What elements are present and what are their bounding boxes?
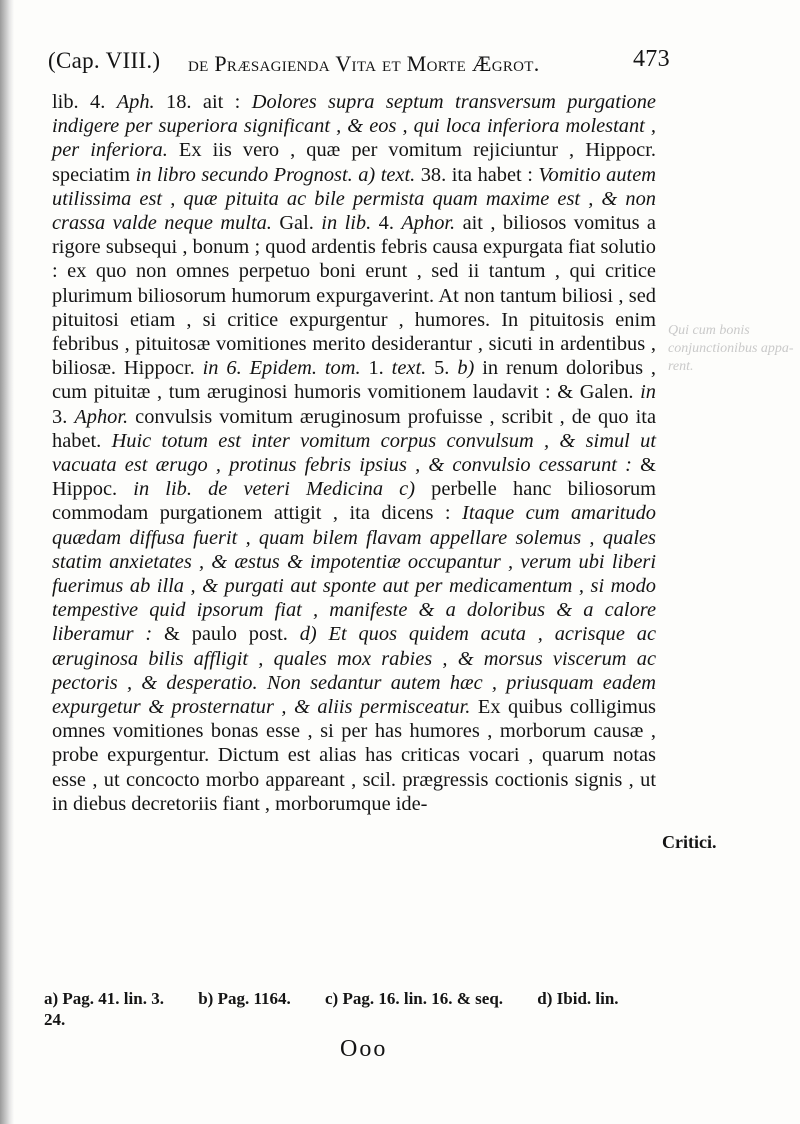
- running-header: [48, 48, 678, 88]
- chapter-reference: (Cap. VIII.): [48, 48, 161, 73]
- footnotes: [44, 988, 664, 1030]
- footnote-c: c) Pag. 16. lin. 16. & seq.: [325, 989, 504, 1008]
- footnote-b: b) Pag. 1164.: [198, 989, 291, 1008]
- footnote-d: d) Ibid. lin. 24.: [44, 989, 619, 1029]
- main-text-block: [52, 90, 656, 816]
- body-paragraph: lib. 4. Aph. 18. ait : Dolores supra septum transversum purgatione indigere per superiora significant , & eos , qui loca inferiora molestant , per inferiora. Ex iis vero , quæ per vomitum rejiciuntur , Hippocr. speciatim in libro secundo Prognost. a) text. 38. ita habet : Vomitio autem utilissima est , quæ pituita ac bile permista quam maxime est , & non crassa valde neque multa. Gal. in lib. 4. Aphor. ait , biliosos vomitus a rigore subsequi , bonum ; quod ardentis febris causa expurgata fiat solutio : ex quo non omnes perpetuo boni erunt , sed ii tantum , qui critice plurimum biliosorum humorum expurgaverint. At non tantum biliosi , sed pituitosi etiam , si critice expurgentur , humores. In pituitosis enim febribus , pituitosæ vomitiones merito desiderantur , sicuti in ardentibus , biliosæ. Hippocr. in 6. Epidem. tom. 1. text. 5. b) in renum doloribus , cum pituitæ , tum æruginosi humoris vomitionem laudavit : & Galen. in 3. Aphor. convulsis vomitum æruginosum profuisse , scribit , de quo ita habet. Huic totum est inter vomitum corpus convulsum , & simul ut vacuata est ærugo , protinus febris ipsius , & convulsio cessarunt : & Hippoc. in lib. de veteri Medicina c) perbelle hanc biliosorum commodam purgationem attigit , ita dicens : Itaque cum amaritudo quædam diffusa fuerit , quam bilem flavam appellare solemus , quales statim anxietates , & æstus & impotentiæ occupantur , verum ubi liberi fuerimus ab illa , & purgati aut sponte aut per medicamentum , si modo tempestive quid ipsorum fiat , manifeste & a doloribus & a calore liberamur : & paulo post. d) Et quos quidem acuta , acrisque ac æruginosa bilis affligit , quales mox rabies , & morsus viscerum ac pectoris , & desperatio. Non sedantur autem hæc , priusquam eadem expurgetur & prosternatur , & aliis permisceatur. Ex quibus colligimus omnes vomitiones bonas esse , si per has humores , morborum causæ , probe expurgentur. Dictum est alias has criticas vocari , quarum notas esse , ut concocto morbo appareant , scil. prægressis coctionis signis , ut in diebus decretoriis fiant , morborumque ide-: [52, 91, 657, 815]
- page-number: 473: [633, 46, 670, 72]
- margin-note: Critici.: [662, 832, 717, 852]
- faint-margin-bleedthrough: Qui cum bonis conjunctionibus appa- rent.: [668, 323, 794, 374]
- footnote-a: a) Pag. 41. lin. 3.: [44, 989, 164, 1008]
- running-title: de Præsagienda Vita et Morte Ægrot.: [188, 51, 540, 76]
- page-gutter-shadow: [0, 0, 14, 1124]
- printer-signature-mark: Ooo: [340, 1036, 388, 1062]
